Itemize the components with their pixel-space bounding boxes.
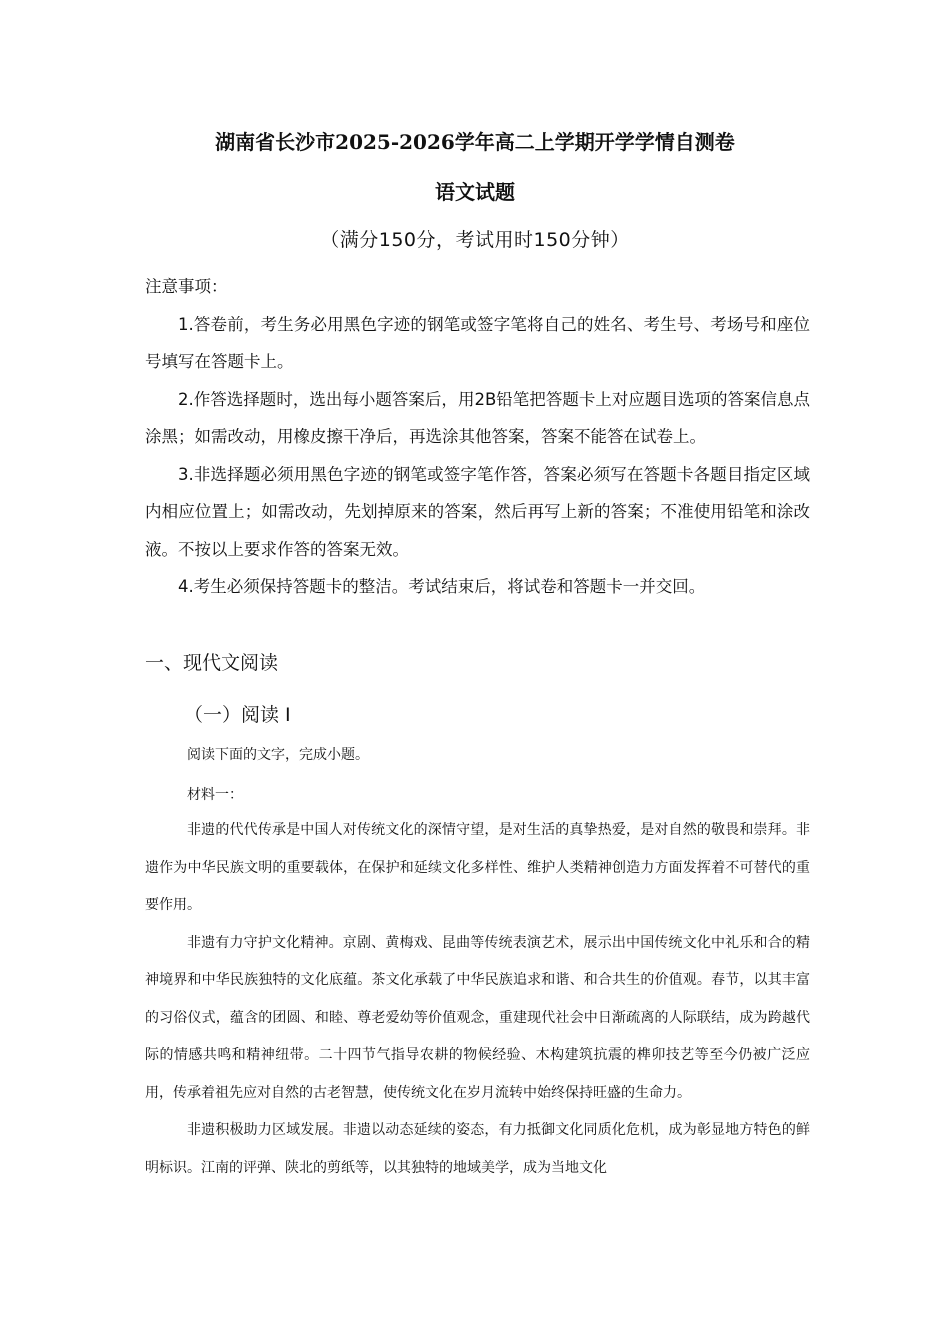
reading-instruction: 阅读下面的文字，完成小题。 (187, 747, 369, 763)
passage-paragraph: 非遗积极助力区域发展。非遗以动态延续的姿态，有力抵御文化同质化危机，成为彰显地方特色的鲜明标识。江南的评弹、陕北的剪纸等，以其独特的地域美学，成为当地文化 (145, 1122, 810, 1176)
note-item: 1.答卷前，考生务必用黑色字迹的钢笔或签字笔将自己的姓名、考生号、考场号和座位号填写在答题卡上。 (145, 314, 810, 371)
note-item: 3.非选择题必须用黑色字迹的钢笔或签字笔作答，答案必须写在答题卡各题目指定区域内相应位置上；如需改动，先划掉原来的答案，然后再写上新的答案；不准使用铅笔和涂改液。不按以上要求作答的答案无效。 (145, 464, 810, 559)
passage-body (145, 812, 810, 1187)
note-item: 2.作答选择题时，选出每小题答案后，用2B铅笔把答题卡上对应题目选项的答案信息点涂黑；如需改动，用橡皮擦干净后，再选涂其他答案，答案不能答在试卷上。 (145, 389, 810, 446)
score-info: （满分150分，考试用时150分钟） (320, 229, 630, 251)
notes-block (145, 268, 810, 606)
notes-heading: 注意事项： (145, 277, 228, 296)
material-label: 材料一： (187, 787, 243, 803)
exam-title: 湖南省长沙市2025-2026学年高二上学期开学学情自测卷 (215, 130, 735, 154)
passage-paragraph: 非遗的代代传承是中国人对传统文化的深情守望，是对生活的真挚热爱，是对自然的敬畏和崇拜。非遗作为中华民族文明的重要载体，在保护和延续文化多样性、维护人类精神创造力方面发挥着不可替代的重要作用。 (145, 822, 810, 913)
exam-subject: 语文试题 (435, 180, 515, 204)
section-heading: 一、现代文阅读 (145, 652, 279, 674)
note-item: 4.考生必须保持答题卡的整洁。考试结束后，将试卷和答题卡一并交回。 (178, 577, 706, 596)
subsection-heading: （一）阅读 I (184, 704, 291, 726)
passage-paragraph: 非遗有力守护文化精神。京剧、黄梅戏、昆曲等传统表演艺术，展示出中国传统文化中礼乐和合的精神境界和中华民族独特的文化底蕴。茶文化承载了中华民族追求和谐、和合共生的价值观。春节，以其丰富的习俗仪式，蕴含的团圆、和睦、尊老爱幼等价值观念，重建现代社会中日渐疏离的人际联结，成为跨越代际的情感共鸣和精神纽带。二十四节气指导农耕的物候经验、木构建筑抗震的榫卯技艺等至今仍被广泛应用，传承着祖先应对自然的古老智慧，使传统文化在岁月流转中始终保持旺盛的生命力。 (145, 934, 810, 1101)
